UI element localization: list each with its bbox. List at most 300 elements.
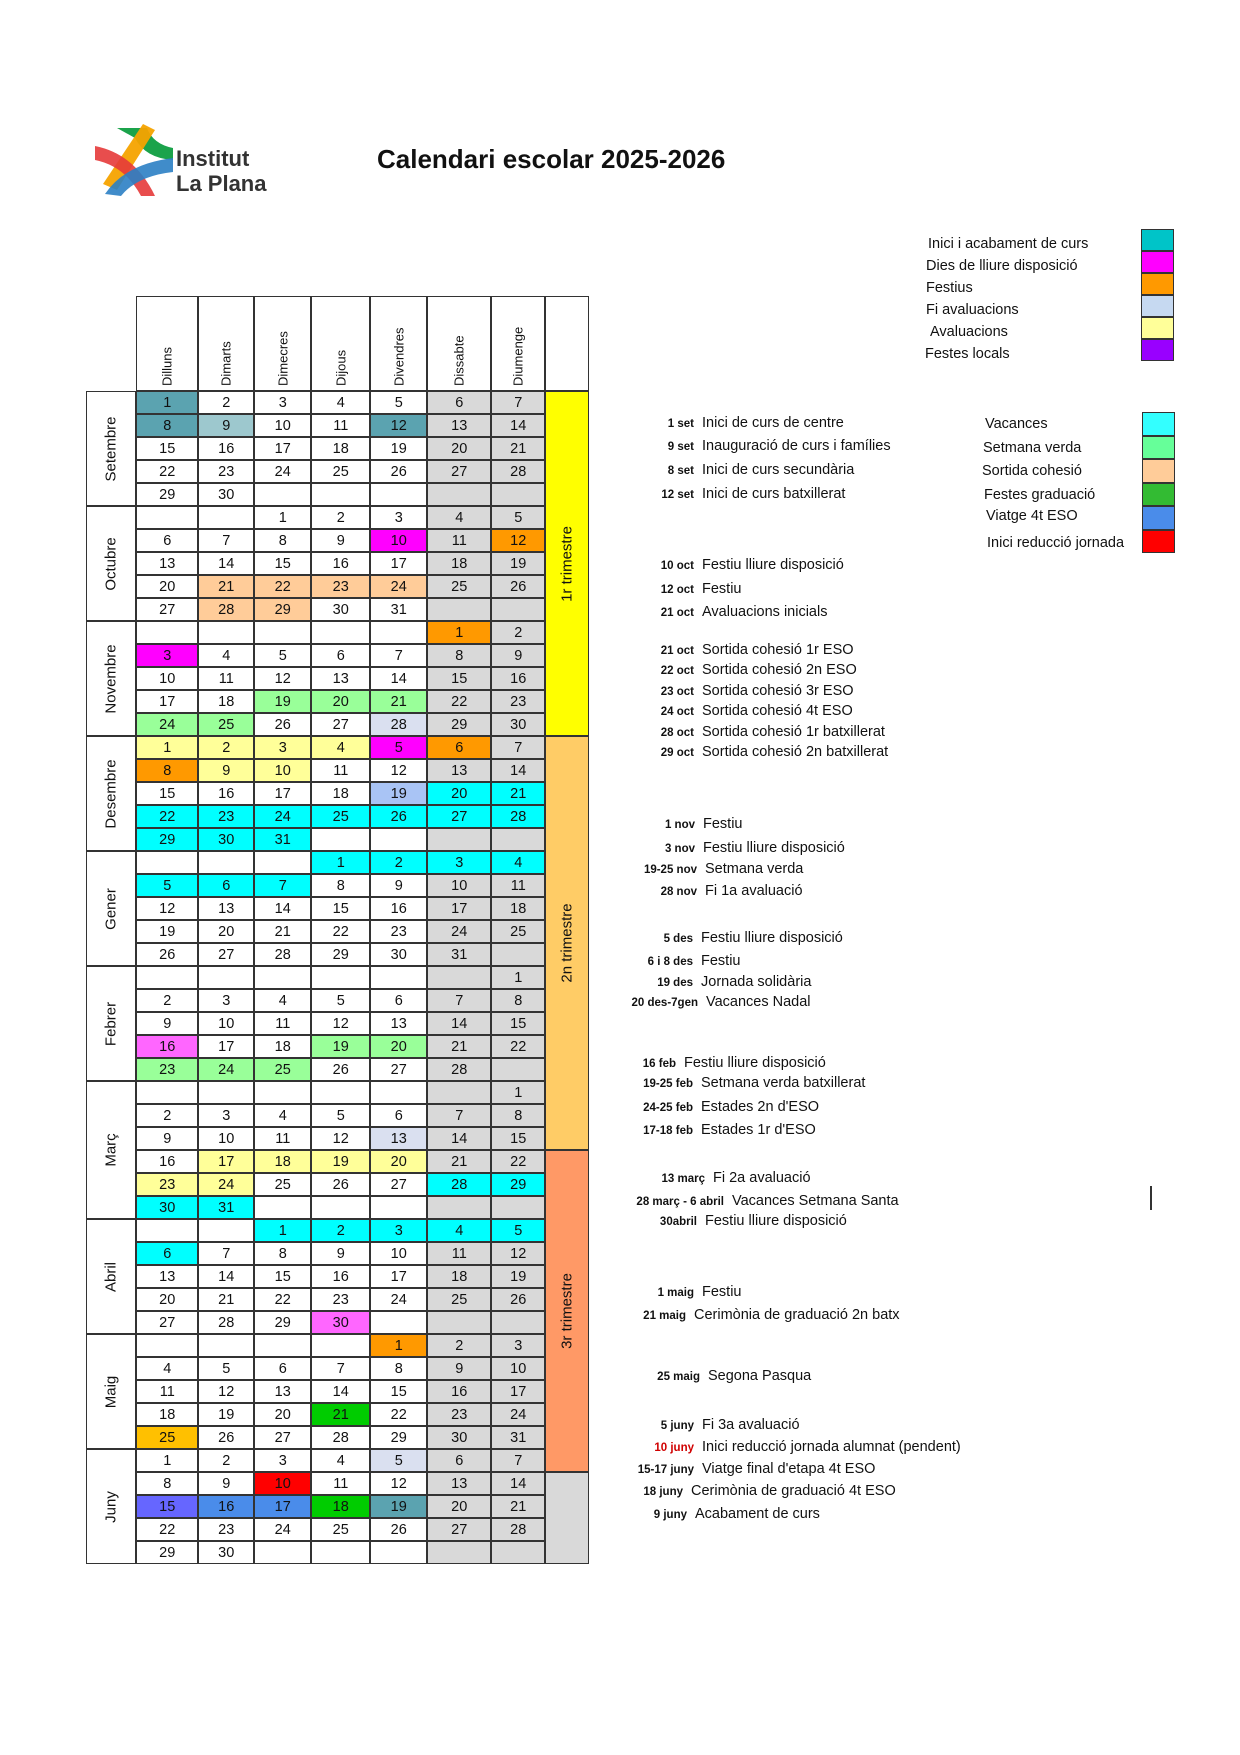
day-cell[interactable]: 8 xyxy=(254,529,311,552)
day-cell[interactable]: 5 xyxy=(311,1104,370,1127)
day-cell[interactable]: 20 xyxy=(427,782,491,805)
day-cell[interactable] xyxy=(370,483,427,506)
day-cell[interactable]: 24 xyxy=(370,575,427,598)
day-cell[interactable]: 7 xyxy=(427,1104,491,1127)
day-cell[interactable]: 30 xyxy=(198,1541,254,1564)
day-cell[interactable]: 10 xyxy=(427,874,491,897)
day-cell[interactable]: 13 xyxy=(311,667,370,690)
day-cell[interactable]: 6 xyxy=(427,736,491,759)
day-cell[interactable]: 25 xyxy=(136,1426,198,1449)
day-cell[interactable]: 6 xyxy=(370,989,427,1012)
day-cell[interactable]: 15 xyxy=(254,1265,311,1288)
day-cell[interactable]: 1 xyxy=(254,1219,311,1242)
day-cell[interactable]: 10 xyxy=(198,1127,254,1150)
day-cell[interactable]: 18 xyxy=(136,1403,198,1426)
day-cell[interactable]: 1 xyxy=(254,506,311,529)
day-cell[interactable]: 10 xyxy=(198,1012,254,1035)
day-cell[interactable]: 12 xyxy=(254,667,311,690)
day-cell[interactable]: 21 xyxy=(311,1403,370,1426)
day-cell[interactable] xyxy=(136,966,198,989)
day-cell[interactable] xyxy=(254,1081,311,1104)
day-cell[interactable]: 20 xyxy=(136,1288,198,1311)
day-cell[interactable]: 23 xyxy=(198,460,254,483)
day-cell[interactable]: 6 xyxy=(370,1104,427,1127)
day-cell[interactable]: 27 xyxy=(427,460,491,483)
day-cell[interactable]: 28 xyxy=(427,1058,491,1081)
day-cell[interactable]: 12 xyxy=(198,1380,254,1403)
day-cell[interactable]: 9 xyxy=(198,759,254,782)
day-cell[interactable]: 26 xyxy=(311,1173,370,1196)
day-cell[interactable] xyxy=(254,621,311,644)
day-cell[interactable]: 21 xyxy=(491,1495,545,1518)
day-cell[interactable]: 10 xyxy=(491,1357,545,1380)
day-cell[interactable]: 9 xyxy=(427,1357,491,1380)
day-cell[interactable]: 12 xyxy=(311,1127,370,1150)
day-cell[interactable]: 15 xyxy=(370,1380,427,1403)
day-cell[interactable]: 7 xyxy=(370,644,427,667)
day-cell[interactable]: 15 xyxy=(491,1127,545,1150)
day-cell[interactable] xyxy=(254,483,311,506)
day-cell[interactable]: 4 xyxy=(427,1219,491,1242)
day-cell[interactable]: 21 xyxy=(254,920,311,943)
day-cell[interactable]: 19 xyxy=(491,1265,545,1288)
day-cell[interactable]: 7 xyxy=(491,736,545,759)
day-cell[interactable]: 19 xyxy=(198,1403,254,1426)
day-cell[interactable]: 26 xyxy=(311,1058,370,1081)
day-cell[interactable] xyxy=(254,851,311,874)
day-cell[interactable]: 17 xyxy=(370,1265,427,1288)
day-cell[interactable]: 3 xyxy=(136,644,198,667)
day-cell[interactable]: 10 xyxy=(254,414,311,437)
day-cell[interactable]: 9 xyxy=(311,1242,370,1265)
day-cell[interactable]: 5 xyxy=(136,874,198,897)
day-cell[interactable]: 5 xyxy=(254,644,311,667)
day-cell[interactable]: 27 xyxy=(136,598,198,621)
day-cell[interactable]: 1 xyxy=(491,966,545,989)
day-cell[interactable]: 19 xyxy=(136,920,198,943)
day-cell[interactable]: 28 xyxy=(491,460,545,483)
day-cell[interactable]: 26 xyxy=(491,1288,545,1311)
day-cell[interactable]: 21 xyxy=(370,690,427,713)
day-cell[interactable]: 17 xyxy=(198,1035,254,1058)
day-cell[interactable]: 9 xyxy=(198,1472,254,1495)
day-cell[interactable]: 14 xyxy=(491,414,545,437)
day-cell[interactable]: 11 xyxy=(427,1242,491,1265)
day-cell[interactable] xyxy=(198,966,254,989)
day-cell[interactable]: 25 xyxy=(198,713,254,736)
day-cell[interactable]: 30 xyxy=(427,1426,491,1449)
day-cell[interactable]: 9 xyxy=(370,874,427,897)
day-cell[interactable]: 7 xyxy=(198,1242,254,1265)
day-cell[interactable]: 15 xyxy=(136,782,198,805)
day-cell[interactable] xyxy=(311,1334,370,1357)
day-cell[interactable]: 26 xyxy=(370,460,427,483)
day-cell[interactable]: 5 xyxy=(311,989,370,1012)
day-cell[interactable]: 16 xyxy=(491,667,545,690)
day-cell[interactable]: 10 xyxy=(370,1242,427,1265)
day-cell[interactable]: 22 xyxy=(136,460,198,483)
day-cell[interactable] xyxy=(427,1081,491,1104)
day-cell[interactable]: 17 xyxy=(254,437,311,460)
day-cell[interactable]: 2 xyxy=(136,989,198,1012)
day-cell[interactable]: 4 xyxy=(198,644,254,667)
day-cell[interactable]: 3 xyxy=(370,506,427,529)
day-cell[interactable]: 5 xyxy=(370,1449,427,1472)
day-cell[interactable] xyxy=(311,828,370,851)
day-cell[interactable] xyxy=(136,851,198,874)
day-cell[interactable]: 13 xyxy=(427,414,491,437)
day-cell[interactable]: 28 xyxy=(311,1426,370,1449)
day-cell[interactable]: 11 xyxy=(311,414,370,437)
day-cell[interactable] xyxy=(370,1541,427,1564)
day-cell[interactable]: 26 xyxy=(254,713,311,736)
day-cell[interactable]: 1 xyxy=(491,1081,545,1104)
day-cell[interactable]: 20 xyxy=(136,575,198,598)
day-cell[interactable]: 12 xyxy=(370,759,427,782)
day-cell[interactable] xyxy=(254,966,311,989)
day-cell[interactable]: 20 xyxy=(427,437,491,460)
day-cell[interactable]: 29 xyxy=(427,713,491,736)
day-cell[interactable]: 2 xyxy=(198,391,254,414)
day-cell[interactable] xyxy=(370,621,427,644)
day-cell[interactable]: 27 xyxy=(427,805,491,828)
day-cell[interactable]: 31 xyxy=(427,943,491,966)
day-cell[interactable]: 19 xyxy=(370,1495,427,1518)
day-cell[interactable]: 7 xyxy=(491,1449,545,1472)
day-cell[interactable] xyxy=(311,966,370,989)
day-cell[interactable] xyxy=(491,483,545,506)
day-cell[interactable]: 29 xyxy=(311,943,370,966)
day-cell[interactable]: 7 xyxy=(198,529,254,552)
day-cell[interactable]: 19 xyxy=(311,1035,370,1058)
day-cell[interactable]: 16 xyxy=(311,1265,370,1288)
day-cell[interactable]: 25 xyxy=(254,1173,311,1196)
day-cell[interactable] xyxy=(254,1196,311,1219)
day-cell[interactable]: 28 xyxy=(254,943,311,966)
day-cell[interactable]: 9 xyxy=(491,644,545,667)
day-cell[interactable]: 4 xyxy=(311,1449,370,1472)
day-cell[interactable]: 2 xyxy=(427,1334,491,1357)
day-cell[interactable]: 18 xyxy=(254,1150,311,1173)
day-cell[interactable] xyxy=(311,1081,370,1104)
day-cell[interactable]: 11 xyxy=(311,759,370,782)
day-cell[interactable]: 21 xyxy=(491,437,545,460)
day-cell[interactable]: 30 xyxy=(491,713,545,736)
day-cell[interactable]: 3 xyxy=(198,1104,254,1127)
day-cell[interactable]: 23 xyxy=(136,1058,198,1081)
day-cell[interactable]: 15 xyxy=(311,897,370,920)
day-cell[interactable]: 23 xyxy=(427,1403,491,1426)
day-cell[interactable]: 30 xyxy=(311,598,370,621)
day-cell[interactable]: 19 xyxy=(254,690,311,713)
day-cell[interactable] xyxy=(311,621,370,644)
day-cell[interactable]: 22 xyxy=(427,690,491,713)
day-cell[interactable]: 31 xyxy=(254,828,311,851)
day-cell[interactable]: 8 xyxy=(311,874,370,897)
day-cell[interactable]: 23 xyxy=(491,690,545,713)
day-cell[interactable]: 6 xyxy=(136,1242,198,1265)
day-cell[interactable]: 13 xyxy=(427,1472,491,1495)
day-cell[interactable]: 10 xyxy=(370,529,427,552)
day-cell[interactable]: 3 xyxy=(198,989,254,1012)
day-cell[interactable]: 11 xyxy=(427,529,491,552)
day-cell[interactable]: 8 xyxy=(427,644,491,667)
day-cell[interactable]: 20 xyxy=(370,1150,427,1173)
day-cell[interactable] xyxy=(198,1081,254,1104)
day-cell[interactable] xyxy=(311,1196,370,1219)
day-cell[interactable]: 27 xyxy=(311,713,370,736)
day-cell[interactable]: 18 xyxy=(427,1265,491,1288)
day-cell[interactable] xyxy=(311,1541,370,1564)
day-cell[interactable]: 1 xyxy=(311,851,370,874)
day-cell[interactable]: 14 xyxy=(491,759,545,782)
day-cell[interactable]: 14 xyxy=(254,897,311,920)
day-cell[interactable]: 3 xyxy=(254,391,311,414)
day-cell[interactable]: 24 xyxy=(254,460,311,483)
day-cell[interactable] xyxy=(198,621,254,644)
day-cell[interactable]: 5 xyxy=(198,1357,254,1380)
day-cell[interactable]: 13 xyxy=(136,1265,198,1288)
day-cell[interactable]: 28 xyxy=(491,1518,545,1541)
day-cell[interactable]: 17 xyxy=(254,1495,311,1518)
day-cell[interactable]: 6 xyxy=(254,1357,311,1380)
day-cell[interactable]: 8 xyxy=(136,1472,198,1495)
day-cell[interactable] xyxy=(427,1196,491,1219)
day-cell[interactable]: 23 xyxy=(311,1288,370,1311)
day-cell[interactable] xyxy=(427,1541,491,1564)
day-cell[interactable]: 21 xyxy=(491,782,545,805)
day-cell[interactable]: 17 xyxy=(427,897,491,920)
day-cell[interactable]: 13 xyxy=(198,897,254,920)
day-cell[interactable]: 6 xyxy=(427,391,491,414)
day-cell[interactable]: 13 xyxy=(136,552,198,575)
day-cell[interactable]: 26 xyxy=(136,943,198,966)
day-cell[interactable] xyxy=(198,851,254,874)
day-cell[interactable]: 22 xyxy=(491,1150,545,1173)
day-cell[interactable]: 12 xyxy=(370,1472,427,1495)
day-cell[interactable]: 8 xyxy=(491,1104,545,1127)
day-cell[interactable]: 25 xyxy=(427,1288,491,1311)
day-cell[interactable]: 11 xyxy=(311,1472,370,1495)
day-cell[interactable]: 17 xyxy=(491,1380,545,1403)
day-cell[interactable]: 29 xyxy=(254,598,311,621)
day-cell[interactable]: 21 xyxy=(198,1288,254,1311)
day-cell[interactable] xyxy=(491,943,545,966)
day-cell[interactable]: 15 xyxy=(136,437,198,460)
day-cell[interactable]: 1 xyxy=(136,736,198,759)
day-cell[interactable]: 12 xyxy=(370,414,427,437)
day-cell[interactable]: 16 xyxy=(311,552,370,575)
day-cell[interactable]: 27 xyxy=(370,1173,427,1196)
day-cell[interactable]: 24 xyxy=(491,1403,545,1426)
day-cell[interactable]: 29 xyxy=(370,1426,427,1449)
day-cell[interactable]: 24 xyxy=(254,1518,311,1541)
day-cell[interactable]: 8 xyxy=(254,1242,311,1265)
day-cell[interactable]: 4 xyxy=(491,851,545,874)
day-cell[interactable] xyxy=(370,1196,427,1219)
day-cell[interactable]: 19 xyxy=(370,782,427,805)
day-cell[interactable]: 25 xyxy=(311,805,370,828)
day-cell[interactable]: 13 xyxy=(427,759,491,782)
day-cell[interactable]: 23 xyxy=(198,1518,254,1541)
day-cell[interactable]: 24 xyxy=(427,920,491,943)
day-cell[interactable]: 7 xyxy=(427,989,491,1012)
day-cell[interactable]: 11 xyxy=(254,1127,311,1150)
day-cell[interactable]: 16 xyxy=(136,1150,198,1173)
day-cell[interactable]: 1 xyxy=(136,1449,198,1472)
day-cell[interactable]: 18 xyxy=(198,690,254,713)
day-cell[interactable] xyxy=(491,1311,545,1334)
day-cell[interactable]: 30 xyxy=(198,483,254,506)
day-cell[interactable]: 4 xyxy=(136,1357,198,1380)
day-cell[interactable]: 20 xyxy=(254,1403,311,1426)
day-cell[interactable]: 8 xyxy=(136,759,198,782)
day-cell[interactable]: 17 xyxy=(136,690,198,713)
day-cell[interactable]: 29 xyxy=(136,828,198,851)
day-cell[interactable]: 26 xyxy=(370,1518,427,1541)
day-cell[interactable]: 10 xyxy=(254,1472,311,1495)
day-cell[interactable] xyxy=(136,1334,198,1357)
day-cell[interactable]: 22 xyxy=(491,1035,545,1058)
day-cell[interactable]: 14 xyxy=(198,552,254,575)
day-cell[interactable]: 25 xyxy=(491,920,545,943)
day-cell[interactable]: 13 xyxy=(370,1127,427,1150)
day-cell[interactable]: 14 xyxy=(311,1380,370,1403)
day-cell[interactable]: 2 xyxy=(370,851,427,874)
day-cell[interactable]: 29 xyxy=(491,1173,545,1196)
day-cell[interactable]: 7 xyxy=(491,391,545,414)
day-cell[interactable]: 8 xyxy=(370,1357,427,1380)
day-cell[interactable]: 15 xyxy=(254,552,311,575)
day-cell[interactable]: 25 xyxy=(311,1518,370,1541)
day-cell[interactable]: 8 xyxy=(491,989,545,1012)
day-cell[interactable] xyxy=(311,483,370,506)
day-cell[interactable]: 3 xyxy=(427,851,491,874)
day-cell[interactable]: 22 xyxy=(254,575,311,598)
day-cell[interactable]: 22 xyxy=(136,1518,198,1541)
day-cell[interactable]: 2 xyxy=(311,1219,370,1242)
day-cell[interactable]: 18 xyxy=(427,552,491,575)
day-cell[interactable]: 11 xyxy=(491,874,545,897)
day-cell[interactable] xyxy=(370,966,427,989)
day-cell[interactable]: 28 xyxy=(198,1311,254,1334)
day-cell[interactable]: 25 xyxy=(311,460,370,483)
day-cell[interactable]: 23 xyxy=(311,575,370,598)
day-cell[interactable]: 25 xyxy=(427,575,491,598)
day-cell[interactable]: 9 xyxy=(136,1127,198,1150)
day-cell[interactable]: 9 xyxy=(136,1012,198,1035)
day-cell[interactable]: 30 xyxy=(136,1196,198,1219)
day-cell[interactable]: 19 xyxy=(311,1150,370,1173)
day-cell[interactable]: 8 xyxy=(136,414,198,437)
day-cell[interactable]: 26 xyxy=(198,1426,254,1449)
day-cell[interactable]: 1 xyxy=(136,391,198,414)
day-cell[interactable]: 31 xyxy=(370,598,427,621)
day-cell[interactable]: 12 xyxy=(311,1012,370,1035)
day-cell[interactable]: 21 xyxy=(427,1035,491,1058)
day-cell[interactable]: 6 xyxy=(427,1449,491,1472)
day-cell[interactable]: 22 xyxy=(370,1403,427,1426)
day-cell[interactable]: 3 xyxy=(254,1449,311,1472)
day-cell[interactable]: 24 xyxy=(370,1288,427,1311)
day-cell[interactable]: 4 xyxy=(311,736,370,759)
day-cell[interactable]: 6 xyxy=(198,874,254,897)
day-cell[interactable] xyxy=(491,598,545,621)
day-cell[interactable]: 16 xyxy=(198,437,254,460)
day-cell[interactable]: 21 xyxy=(198,575,254,598)
day-cell[interactable] xyxy=(427,1311,491,1334)
day-cell[interactable]: 4 xyxy=(254,1104,311,1127)
day-cell[interactable]: 29 xyxy=(254,1311,311,1334)
day-cell[interactable]: 14 xyxy=(370,667,427,690)
day-cell[interactable]: 1 xyxy=(370,1334,427,1357)
day-cell[interactable] xyxy=(136,1219,198,1242)
day-cell[interactable]: 26 xyxy=(491,575,545,598)
day-cell[interactable]: 28 xyxy=(370,713,427,736)
day-cell[interactable] xyxy=(136,1081,198,1104)
day-cell[interactable]: 31 xyxy=(198,1196,254,1219)
day-cell[interactable]: 27 xyxy=(370,1058,427,1081)
day-cell[interactable]: 29 xyxy=(136,483,198,506)
day-cell[interactable]: 22 xyxy=(136,805,198,828)
day-cell[interactable]: 5 xyxy=(370,736,427,759)
day-cell[interactable]: 14 xyxy=(427,1012,491,1035)
day-cell[interactable]: 27 xyxy=(254,1426,311,1449)
day-cell[interactable]: 11 xyxy=(254,1012,311,1035)
day-cell[interactable]: 4 xyxy=(311,391,370,414)
day-cell[interactable]: 13 xyxy=(370,1012,427,1035)
day-cell[interactable]: 3 xyxy=(370,1219,427,1242)
day-cell[interactable]: 18 xyxy=(311,782,370,805)
day-cell[interactable]: 30 xyxy=(370,943,427,966)
day-cell[interactable]: 3 xyxy=(254,736,311,759)
day-cell[interactable]: 15 xyxy=(491,1012,545,1035)
day-cell[interactable]: 9 xyxy=(311,529,370,552)
day-cell[interactable]: 28 xyxy=(427,1173,491,1196)
day-cell[interactable]: 30 xyxy=(198,828,254,851)
day-cell[interactable]: 11 xyxy=(198,667,254,690)
day-cell[interactable]: 17 xyxy=(198,1150,254,1173)
day-cell[interactable]: 18 xyxy=(491,897,545,920)
day-cell[interactable]: 2 xyxy=(136,1104,198,1127)
day-cell[interactable] xyxy=(254,1541,311,1564)
day-cell[interactable]: 19 xyxy=(491,552,545,575)
day-cell[interactable]: 19 xyxy=(370,437,427,460)
day-cell[interactable]: 18 xyxy=(311,437,370,460)
day-cell[interactable]: 5 xyxy=(491,506,545,529)
day-cell[interactable]: 2 xyxy=(491,621,545,644)
day-cell[interactable]: 16 xyxy=(136,1035,198,1058)
day-cell[interactable]: 15 xyxy=(136,1495,198,1518)
day-cell[interactable] xyxy=(427,483,491,506)
day-cell[interactable]: 26 xyxy=(370,805,427,828)
day-cell[interactable]: 7 xyxy=(311,1357,370,1380)
day-cell[interactable]: 20 xyxy=(370,1035,427,1058)
day-cell[interactable]: 6 xyxy=(136,529,198,552)
day-cell[interactable]: 23 xyxy=(136,1173,198,1196)
day-cell[interactable]: 30 xyxy=(311,1311,370,1334)
day-cell[interactable]: 31 xyxy=(491,1426,545,1449)
day-cell[interactable]: 18 xyxy=(254,1035,311,1058)
day-cell[interactable]: 20 xyxy=(198,920,254,943)
day-cell[interactable] xyxy=(370,1081,427,1104)
day-cell[interactable]: 10 xyxy=(136,667,198,690)
day-cell[interactable]: 28 xyxy=(198,598,254,621)
day-cell[interactable] xyxy=(491,1196,545,1219)
day-cell[interactable]: 12 xyxy=(491,1242,545,1265)
day-cell[interactable]: 20 xyxy=(427,1495,491,1518)
day-cell[interactable]: 27 xyxy=(427,1518,491,1541)
